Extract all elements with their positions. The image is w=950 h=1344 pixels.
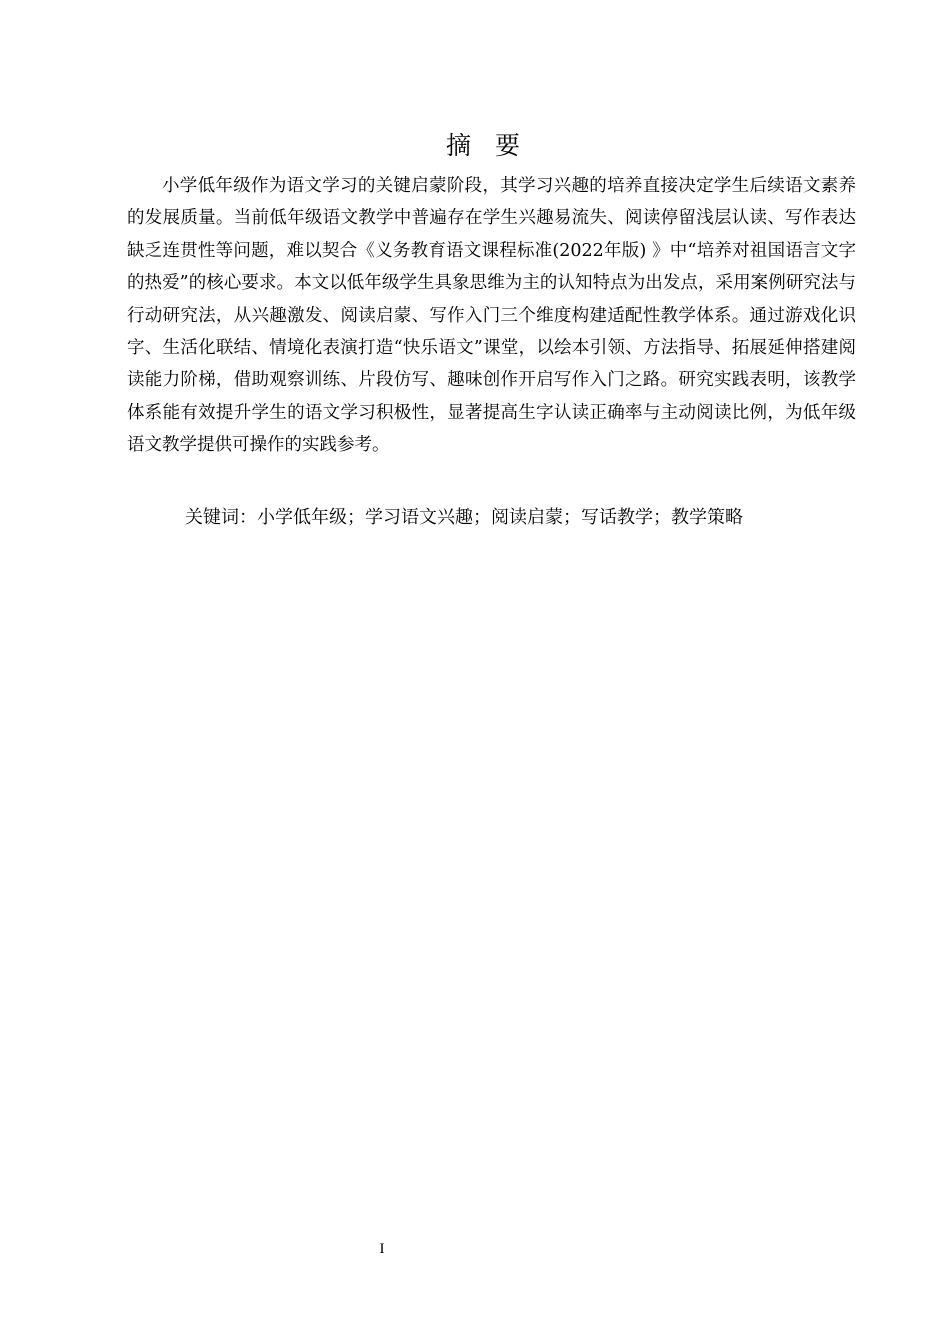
keywords-line: 关键词：小学低年级；学习语文兴趣；阅读启蒙；写话教学；教学策略: [185, 507, 743, 528]
abstract-title: 摘要: [445, 131, 544, 160]
abstract-body: 小学低年级作为语文学习的关键启蒙阶段，其学习兴趣的培养直接决定学生后续语文素养的发展质量。当前低年级语文教学中普遍存在学生兴趣易流失、阅读停留浅层认读、写作表达缺乏连贯性等问题，难以契合《义务教育语文课程标准(2022年版) 》中“培养对祖国语言文字的热爱”的核心要求。本文以低年级学生具象思维为主的认知特点为出发点，采用案例研究法与行动研究法，从兴趣激发、阅读启蒙、写作入门三个维度构建适配性教学体系。通过游戏化识字、生活化联结、情境化表演打造“快乐语文”课堂，以绘本引领、方法指导、拓展延伸搭建阅读能力阶梯，借助观察训练、片段仿写、趣味创作开启写作入门之路。研究实践表明，该教学体系能有效提升学生的语文学习积极性，显著提高生字认读正确率与主动阅读比例，为低年级语文教学提供可操作的实践参考。: [127, 176, 856, 456]
page-number: I: [379, 1241, 385, 1257]
